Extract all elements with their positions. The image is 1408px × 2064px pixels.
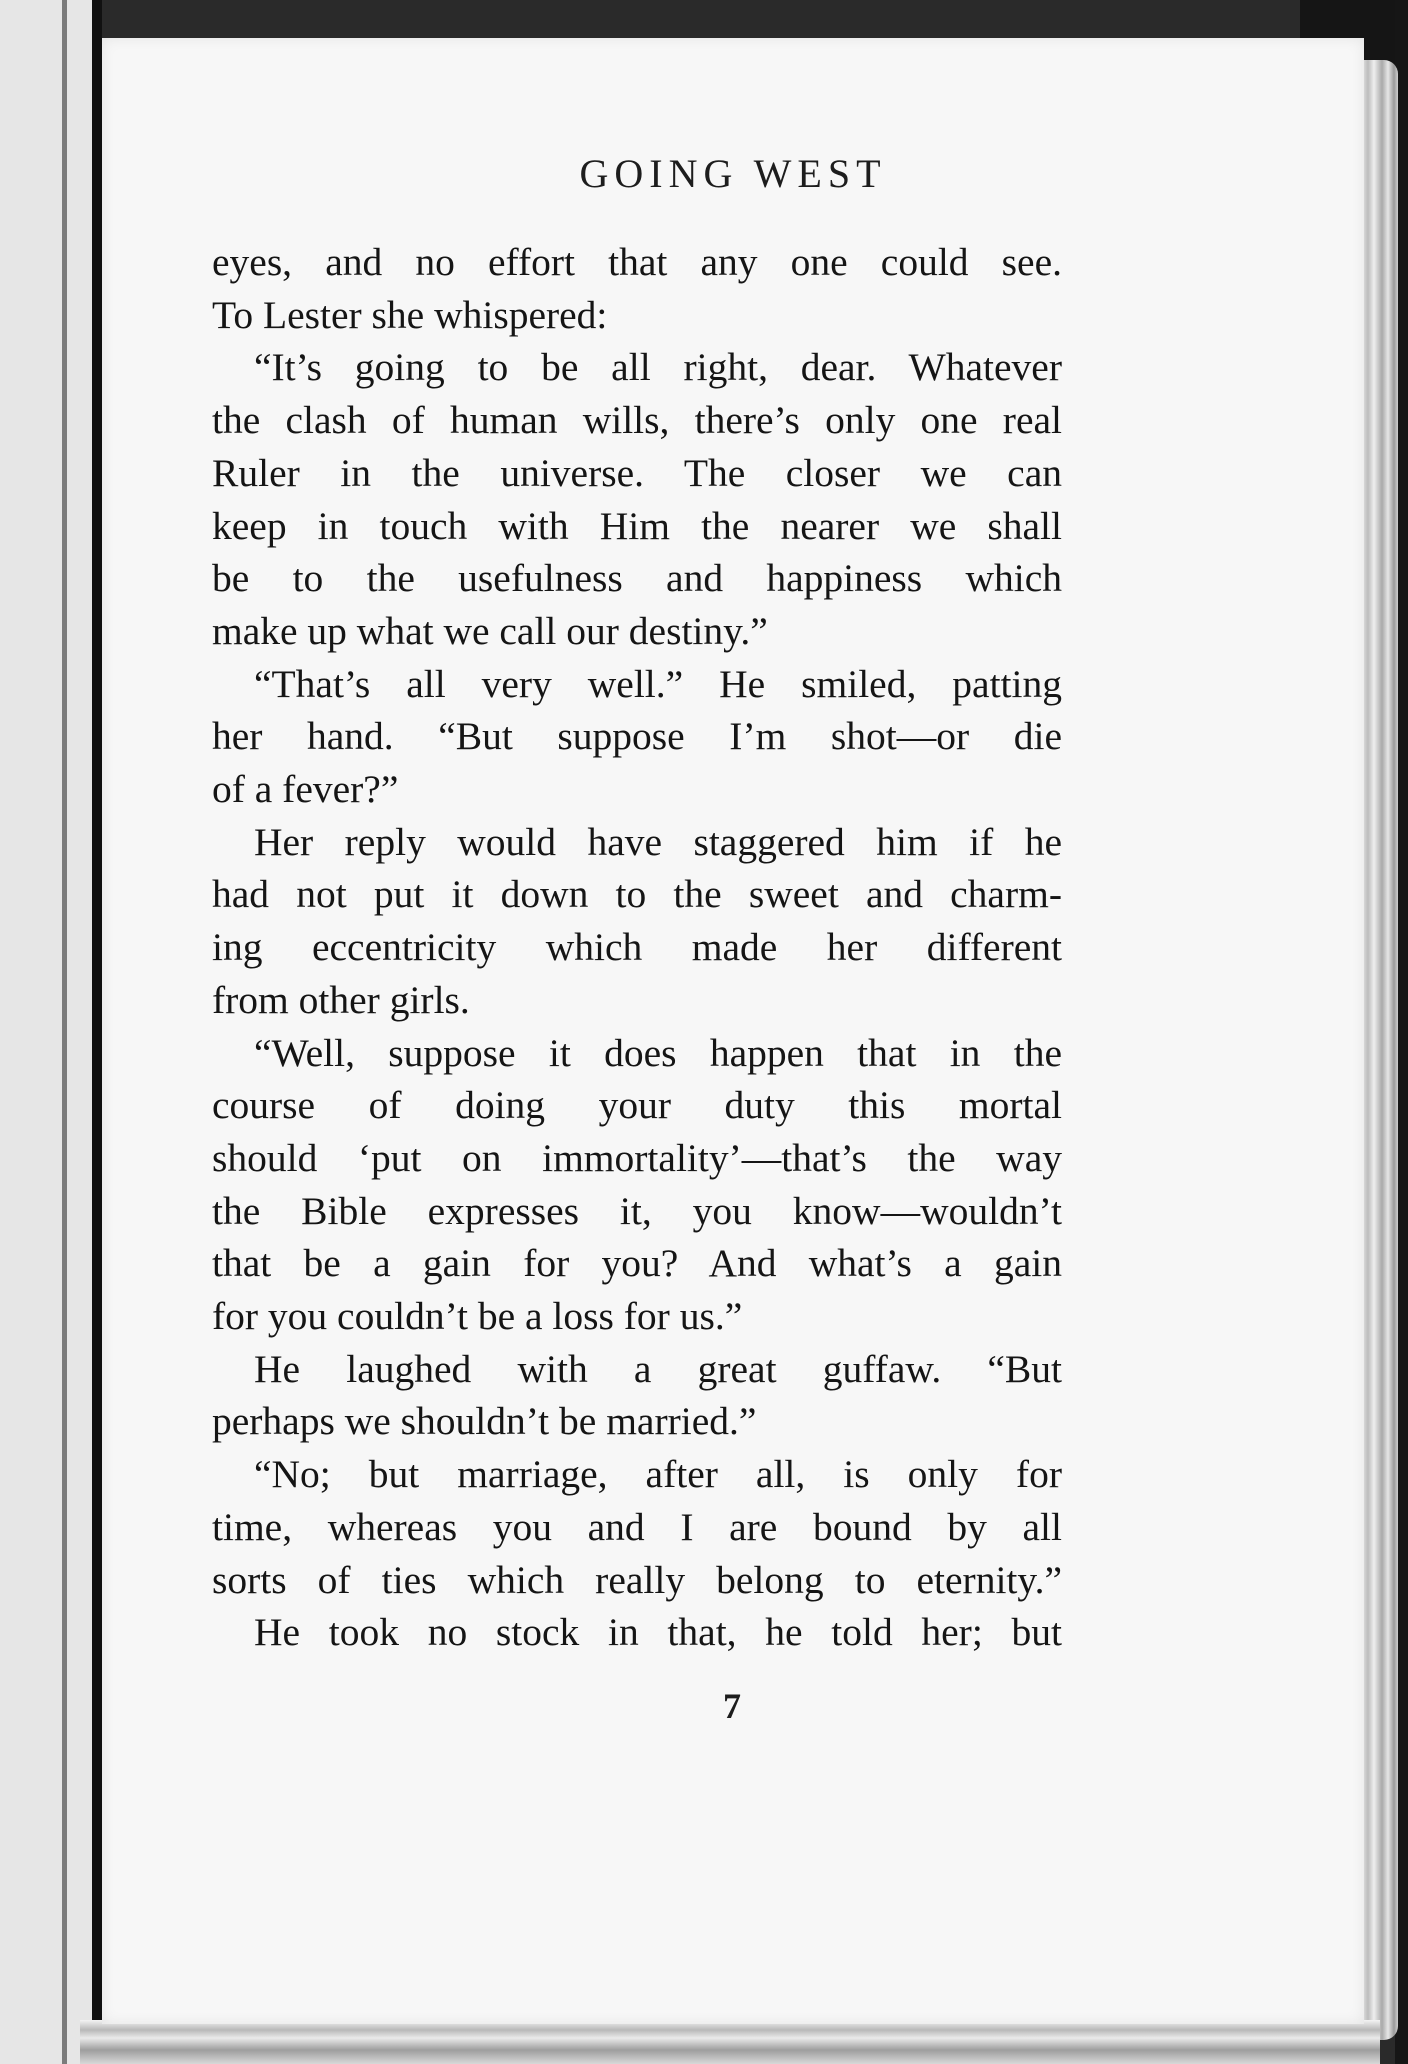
text-line: from other girls. (212, 977, 470, 1022)
scan-left-margin (0, 0, 95, 2064)
page-number (102, 1685, 1364, 1727)
text-line: the clash of human wills, there’s only one real (212, 398, 1062, 443)
text-line: Ruler in the universe. The closer we can (212, 450, 1062, 495)
scan-left-line (62, 0, 67, 2064)
text-line: time, whereas you and I are bound by all (212, 1504, 1062, 1549)
text-line: “Well, suppose it does happen that in the (254, 1030, 1062, 1075)
text-line: “No; but marriage, after all, is only for (254, 1452, 1062, 1497)
running-head: GOING WEST (579, 151, 887, 196)
text-line: “It’s going to be all right, dear. Whatever (254, 345, 1062, 390)
text-line: should ‘put on immortality’—that’s the way (212, 1135, 1062, 1180)
text-line: “That’s all very well.” He smiled, patting (254, 661, 1062, 706)
text-line: her hand. “But suppose I’m shot—or die (212, 714, 1062, 759)
text-line: eyes, and no effort that any one could see. (212, 240, 1062, 284)
text-line: Her reply would have staggered him if he (254, 819, 1062, 864)
text-line: the Bible expresses it, you know—wouldn’t (212, 1188, 1062, 1233)
page-stack-edge-right (1360, 60, 1398, 2040)
text-line: make up what we call our destiny.” (212, 608, 768, 653)
text-line: sorts of ties which really belong to eternity.” (212, 1557, 1062, 1602)
text-line: perhaps we shouldn’t be married.” (212, 1399, 757, 1444)
book-page (102, 38, 1364, 2024)
text-line: for you couldn’t be a loss for us.” (212, 1294, 743, 1339)
book-spine-edge (92, 0, 102, 2064)
text-line: course of doing your duty this mortal (212, 1083, 1062, 1128)
text-line: He laughed with a great guffaw. “But (254, 1346, 1062, 1391)
text-line: that be a gain for you? And what’s a gain (212, 1241, 1062, 1286)
text-line: He took no stock in that, he told her; but (254, 1610, 1062, 1655)
page-stack-edge-bottom (80, 2020, 1380, 2064)
text-line: had not put it down to the sweet and charm- (212, 872, 1062, 917)
text-line: ing eccentricity which made her different (212, 925, 1062, 970)
page-number-text: 7 (723, 1686, 741, 1726)
text-line: be to the usefulness and happiness which (212, 556, 1062, 601)
body-text (212, 236, 1062, 1659)
text-line: To Lester she whispered: (212, 292, 608, 337)
text-line: of a fever?” (212, 767, 399, 812)
text-line: keep in touch with Him the nearer we shall (212, 503, 1062, 548)
